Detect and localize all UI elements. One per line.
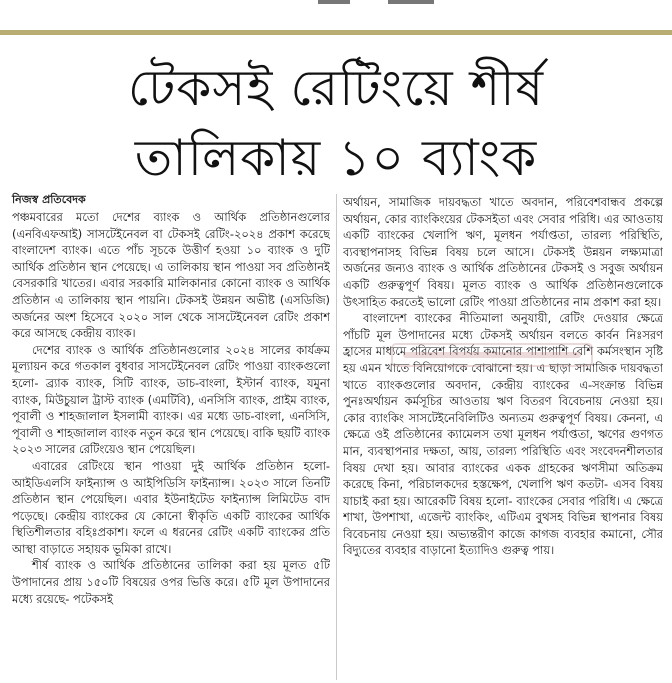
paragraph: অর্থায়ন, সামাজিক দায়বদ্ধতা খাতে অবদান, পরিবেশবান্ধব প্রকল্পে অর্থায়ন, কোর ব্যাংকিংয়ের টেকসইতা এবং সেবার পরিধি। এর আওতায় একটি ব্যাংকের খেলাপি ঋণ, মূলধন পর্যাপ্ততা, তারল্য পরিস্থিতি, ব্যবস্থাপনাসহ বিভিন্ন বিষয় চলে আসে। টেকসই উন্নয়ন লক্ষ্যমাত্রা অর্জনের জন্যও ব্যাংক ও আর্থিক প্রতিষ্ঠানের টেকসই ও সবুজ অর্থায়ন একটি গুরুত্বপূর্ণ বিষয়। মূলত ব্যাংক ও আর্থিক প্রতিষ্ঠানগুলোকে উৎসাহিত করতেই ভালো রেটিং পাওয়া প্রতিষ্ঠানের নাম প্রকাশ করা হয়।: [343, 195, 663, 309]
byline: নিজস্ব প্রতিবেদক: [12, 193, 86, 206]
paragraph: এবারের রেটিংয়ে স্থান পাওয়া দুই আর্থিক প্রতিষ্ঠান হলো- আইডিএলসি ফাইন্যান্স ও আইপিডিসি ফাইন্যান্স। ২০২৩ সালে তিনটি প্রতিষ্ঠান স্থান পেয়েছিল। এবার ইউনাইটেড ফাইন্যান্স লিমিটেড বাদ পড়েছে। কেন্দ্রীয় ব্যাংকের যে কোনো স্বীকৃতি একটি ব্যাংকের আর্থিক স্থিতিশীলতার বহিঃপ্রকাশ। ফলে এ ধরনের রেটিং একটি ব্যাংকের প্রতি আস্থা বাড়াতে সহায়ক ভূমিকা রাখে।: [12, 458, 330, 556]
headline-line-2: তালিকায় ১০ ব্যাংক: [134, 129, 538, 187]
article-column-left: [12, 209, 330, 681]
paragraph: পঞ্চমবারের মতো দেশের ব্যাংক ও আর্থিক প্রতিষ্ঠানগুলোর (এনবিএফআই) সাসটেইনেবল বা টেকসই রেটিং-২০২৪ প্রকাশ করেছে বাংলাদেশ ব্যাংক। এতে পাঁচ সূচকে উত্তীর্ণ হওয়া ১০ ব্যাংক ও দুটি আর্থিক প্রতিষ্ঠান স্থান পেয়েছে। এ তালিকায় স্থান পাওয়া সব প্রতিষ্ঠানই বেসরকারি খাতের। এবার সরকারি মালিকানার কোনো ব্যাংক ও আর্থিক প্রতিষ্ঠান এ তালিকায় স্থান পায়নি। টেকসই উন্নয়ন অভীষ্ট (এসডিজি) অর্জনের অংশ হিসেবে ২০২০ সাল থেকে সাসটেইনেবল রেটিং প্রকাশ করে আসছে কেন্দ্রীয় ব্যাংক।: [12, 210, 330, 341]
paragraph: দেশের ব্যাংক ও আর্থিক প্রতিষ্ঠানগুলোর ২০২৪ সালের কার্যক্রম মূল্যায়ন করে গতকাল বুধবার সাসটেইনেবল রেটিং পাওয়া ব্যাংকগুলো হলো- ব্র্যাক ব্যাংক, সিটি ব্যাংক, ডাচ-বাংলা, ইস্টার্ন ব্যাংক, যমুনা ব্যাংক, মিউচুয়াল ট্রাস্ট ব্যাংক (এমটিবি), এনসিসি ব্যাংক, প্রাইম ব্যাংক, পূবালী ও শাহজালাল ইসলামী ব্যাংক। এর মধ্যে ডাচ-বাংলা, এনসিসি, পূবালী ও শাহজালাল ব্যাংক নতুন করে স্থান পেয়েছে। বাকি ছয়টি ব্যাংক ২০২৩ সালের রেটিংয়েও স্থান পেয়েছিল।: [12, 342, 330, 457]
top-edge-strip: [0, 0, 672, 10]
paragraph: বাংলাদেশ ব্যাংকের নীতিমালা অনুযায়ী, রেটিং দেওয়ার ক্ষেত্রে পাঁচটি মূল উপাদানের মধ্যে টেকসই অর্থায়ন বলতে কার্বন নিঃসরণ হ্রাসের মাধ্যমে পরিবেশ বিপর্যয় কমানোর পাশাপাশি বেশি কর্মসংস্থান সৃষ্টি হয় এমন খাতে বিনিয়োগকে বোঝানো হয়। এ ছাড়া সামাজিক দায়বদ্ধতা খাতে ব্যাংকগুলোর অবদান, কেন্দ্রীয় ব্যাংকের এ-সংক্রান্ত বিভিন্ন পুনঃঅর্থায়ন কর্মসূচির আওতায় ঋণ বিতরণ বিবেচনায় নেওয়া হয়। কোর ব্যাংকিং সাসটেইনেবিলিটিও অন্যতম গুরুত্বপূর্ণ বিষয়। কেননা, এ ক্ষেত্রে ওই প্রতিষ্ঠানের ক্যামেলস তথা মূলধন পর্যাপ্ততা, ঋণের গুণগত মান, ব্যবস্থাপনার দক্ষতা, আয়, তারল্য পরিস্থিতি এবং সংবেদনশীলতার বিষয় দেখা হয়। আবার ব্যাংকের একক গ্রাহকের ঋণসীমা অতিক্রম করেছে কিনা, পরিচালকদের হস্তক্ষেপ, খেলাপি ঋণ কতটা- এসব বিষয় যাচাই করা হয়। আরেকটি বিষয় হলো- ব্যাংকের সেবার পরিধি। এ ক্ষেত্রে শাখা, উপশাখা, এজেন্ট ব্যাংকিং, এটিএম বুথসহ বিভিন্ন স্থাপনার বিষয় বিবেচনায় নেওয়া হয়। অভ্যন্তরীণ কাজে কাগজ ব্যবহার কমানো, সৌর বিদ্যুতের ব্যবহার বাড়ানো ইত্যাদিও গুরুত্ব পায়।: [343, 311, 663, 558]
column-divider: [336, 194, 337, 680]
top-edge-mark: [388, 0, 434, 4]
paragraph: শীর্ষ ব্যাংক ও আর্থিক প্রতিষ্ঠানের তালিকা করা হয় মূলত ৫টি উপাদানের প্রায় ১৫০টি বিষয়ের ওপর ভিত্তি করে। ৫টি মূল উপাদানের মধ্যে রয়েছে- পটেকসই: [12, 558, 330, 606]
article-column-right: [343, 194, 663, 680]
top-edge-mark: [318, 0, 350, 4]
header-rule: [0, 30, 672, 35]
headline-line-1: টেকসই রেটিংয়ে শীর্ষ: [127, 59, 545, 117]
